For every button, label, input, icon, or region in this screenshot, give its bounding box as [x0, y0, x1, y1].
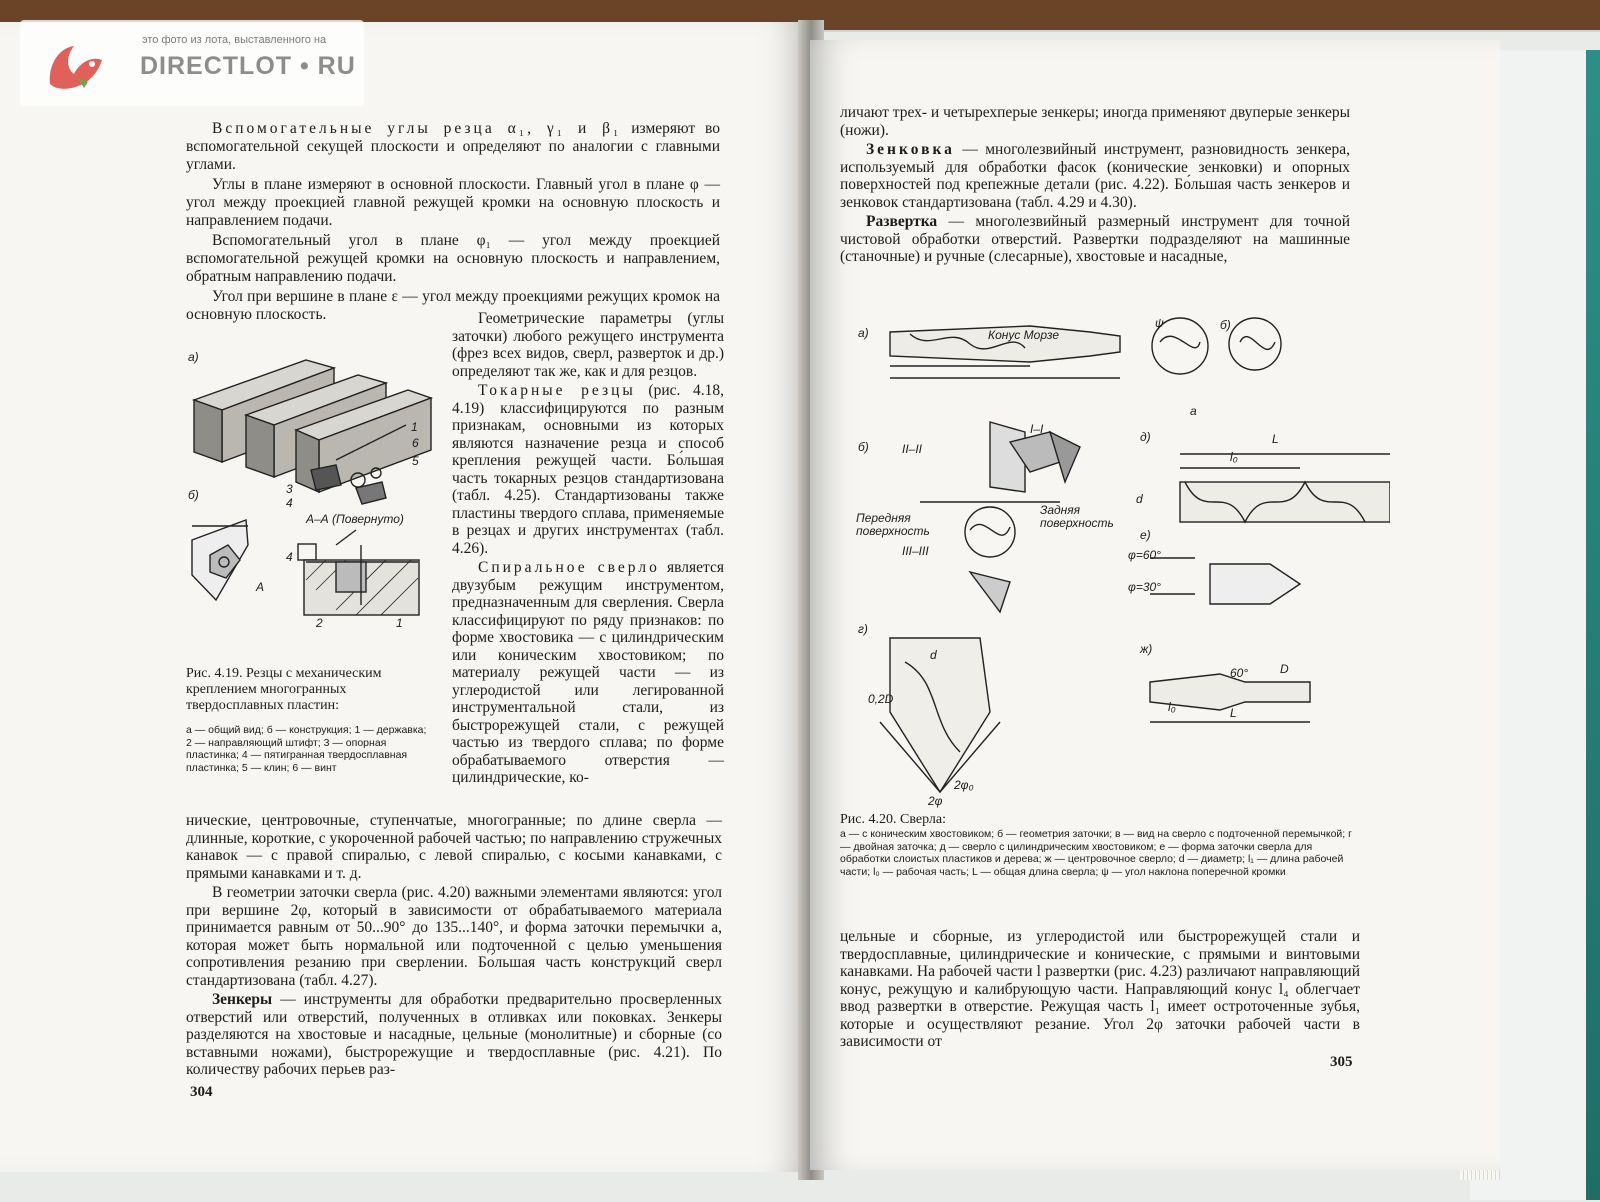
- drills-illustration: [850, 282, 1390, 812]
- right-bottom-text: цельные и сборные, из углеродистой или быстрорежущей стали и твердосплавные, цилиндрические и конические, с прямыми и винтовыми канавками. На рабочей части l развертки (рис. 4.23) различают направляющий конус, режущую и калибрующую части. Направляющий конус l₄ облегчает ввод развертки в отверстие. Режущая часть l₁ имеет остроточенные зубья, которые и осуществляют резание. Угол 2φ заточки рабочей части в зависимости от: [840, 928, 1360, 1050]
- fig-callout-2: 2: [316, 616, 323, 630]
- page-number-left: 304: [190, 1084, 213, 1100]
- turning-cutters-term: Токарные резцы: [478, 382, 636, 399]
- fig-callout-6: 6: [412, 436, 419, 450]
- figure-4-20: [850, 282, 1390, 812]
- reamer-term: Развертка: [866, 213, 938, 230]
- twist-drill-term: Спиральное сверло: [478, 559, 660, 576]
- fig20-label-e: е): [1140, 528, 1151, 542]
- left-intro-text: Вспомогательные углы резца α₁, γ₁ и β₁ измеряют во вспомогательной секущей плоскости и определяют по аналогии с главными углами. Углы в плане измеряют в основной плоскости. Главный угол в плане φ — угол между проекцией главной режущей кромки на основную плоскость и направлением подачи. Вспомогательный угол в плане φ₁ — угол между проекцией вспомогательной режущей кромки на основную плоскость и направлением, обратным направлению подачи. Угол при вершине в плане ε — угол между проекциями режущих кромок на основную плоскость.: [186, 120, 720, 323]
- fig20-label-zh: ж): [1140, 642, 1153, 656]
- fig20-zh-l0: l₀: [1168, 700, 1176, 714]
- left-column-text: Геометрические параметры (углы заточки) любого режущего инструмента (фрез всех видов, сверл, разверток и др.) определяют так же, как и для резцов. Токарные резцы (рис. 4.18, 4.19) классифицируются по разным признакам, основными из которых являются назначение резца и способ крепления режущей части. Бо́льшая часть токарных резцов стандартизована (табл. 4.25). Стандартизованы также пластины твердого сплава, применяемые в резцах и других инструментах (табл. 4.26). Спиральное сверло является двузубым режущим инструментом, предназначенным для сверления. Сверла классифицируют по ряду признаков: по форме хвостовика — с цилиндрическим или коническим хвостовиком; по материалу режущей части — из углеродистой или легированной инструментальной стали, из быстрорежущей стали, с режущей частью из твердого сплава; по форме обрабатываемого отверстия — цилиндрические, ко-: [452, 310, 724, 786]
- fig-label-b: б): [188, 488, 199, 502]
- left-page: [0, 22, 812, 1172]
- fig20-label-b-top: б): [1220, 318, 1231, 332]
- countersinks-term: Зенкеры: [212, 991, 273, 1008]
- fig20-D: D: [1280, 662, 1289, 676]
- fig20-morse: Конус Морзе: [988, 328, 1060, 342]
- fig20-d: d: [1136, 492, 1143, 506]
- right-top-text: личают трех- и четырехперые зенкеры; иногда применяют двуперые зенкеры (ножи). Зенковка — многолезвийный инструмент, разновидность зенкера, используемый для обработки фасок (конические зенковки) и опорных поверхностей под крепежные детали (рис. 4.22). Бо́льшая часть зенкеров и зенковок стандартизована (табл. 4.29 и 4.30). Развертка — многолезвийный размерный инструмент для точной чистовой обработки отверстий. Развертки подразделяют на машинные (станочные) и ручные (слесарные), хвостовые и насадные,: [840, 104, 1350, 265]
- fig20-phi60: φ=60°: [1128, 548, 1161, 562]
- left-bottom-text: нические, центровочные, ступенчатые, многогранные; по длине сверла — длинные, короткие, с укороченной рабочей частью; по направлению стружечных канавок — с правой спиралью, с левой спиралью, с косыми канавками, с прямыми канавками и т. д. В геометрии заточки сверла (рис. 4.20) важными элементами являются: угол при вершине 2φ, который в зависимости от обрабатываемого материала принимается равным от 50...90° до 135...140°, и форма заточки перемычки a, которая может быть нормальной или подточенной с целью уменьшения сопротивления резанию при сверлении. Бо́льшая часть конструкций сверл стандартизована (табл. 4.27). Зенкеры — инструменты для обработки предварительно просверленных отверстий или отверстий, полученных в отливках или поковках. Зенкеры разделяются на хвостовые и насадные, цельные (монолитные) и сборные (со вставными ножами), быстрорежущие и твердосплавные (рис. 4.21). По количеству рабочих перьев раз-: [186, 812, 722, 1078]
- fig-label-A: А: [256, 580, 265, 594]
- fig-callout-1: 1: [411, 420, 418, 434]
- figure-4-19-legend: а — общий вид; б — конструкция; 1 — державка; 2 — направляющий штифт; 3 — опорная пластинка; 4 — пятигранная твердосплавная пластинка; 5 — клин; 6 — винт: [186, 724, 427, 774]
- aux-angles-term: Вспомогательные углы резца α₁, γ₁ и β₁: [212, 120, 622, 137]
- cutter-illustration: [186, 340, 436, 640]
- cover-accent-stripe: [1586, 50, 1600, 1200]
- fig-callout-4b: 4: [286, 550, 293, 564]
- figure-4-19: [186, 340, 436, 640]
- fig20-psi: ψ: [1155, 316, 1164, 330]
- fig-callout-4: 4: [286, 496, 293, 510]
- fig20-label-d: д): [1140, 430, 1151, 444]
- fig20-2phi0: 2φ₀: [954, 778, 974, 792]
- figure-4-20-legend: а — с коническим хвостовиком; б — геометрия заточки; в — вид на сверло с подточенной перемычкой; г — двойная заточка; д — сверло с цилиндрическим хвостовиком; е — форма заточки сверла для обработки слоистых пластиков и дерева; ж — центровочное сверло; d — диаметр; l₁ — длина рабочей части; l₀ — рабочая часть; L — общая длина сверла; ψ — угол наклона поперечной кромки: [840, 828, 1352, 878]
- fig20-phi30: φ=30°: [1128, 580, 1161, 594]
- fig20-g-d: d: [930, 648, 937, 662]
- page-number-right: 305: [1330, 1054, 1353, 1070]
- watermark-brand: DIRECTLOT • RU: [140, 52, 356, 80]
- fig20-label-a: а): [858, 326, 869, 340]
- fig20-section-1: I–I: [1030, 422, 1044, 436]
- fig20-section-3: III–III: [902, 544, 929, 558]
- right-page: [810, 40, 1500, 1170]
- fig20-02D: 0,2D: [868, 692, 894, 706]
- fig20-l0: l₀: [1230, 450, 1238, 464]
- fig20-2phi: 2φ: [928, 794, 943, 808]
- fig-section-label: А–А (Повернуто): [306, 512, 404, 526]
- fig-callout-1b: 1: [396, 616, 403, 630]
- fig20-deg60: 60°: [1230, 666, 1249, 680]
- fig20-back-surface: Задняя поверхность: [1040, 503, 1114, 530]
- figure-4-19-caption: Рис. 4.19. Резцы с механическим креплением многогранных твердосплавных пластин:: [186, 666, 382, 713]
- fig20-label-b: б): [858, 440, 869, 454]
- fig20-label-g: г): [858, 622, 868, 636]
- fig20-a-dim: a: [1190, 404, 1197, 418]
- watermark-caption: это фото из лота, выставленного на: [142, 34, 327, 46]
- fig20-zh-L: L: [1230, 706, 1237, 720]
- countersink-term: Зенковка: [866, 141, 955, 158]
- fig-label-a: а): [188, 350, 199, 364]
- squirrel-logo-icon: [44, 38, 108, 94]
- fig20-L: L: [1272, 432, 1279, 446]
- fig-callout-3: 3: [286, 482, 293, 496]
- directlot-watermark: [20, 20, 364, 106]
- figure-4-20-caption: Рис. 4.20. Сверла:: [840, 812, 946, 827]
- fig-callout-5: 5: [412, 454, 419, 468]
- fig20-section-2: II–II: [902, 442, 923, 456]
- fig20-front-surface: Передняя поверхность: [856, 511, 930, 538]
